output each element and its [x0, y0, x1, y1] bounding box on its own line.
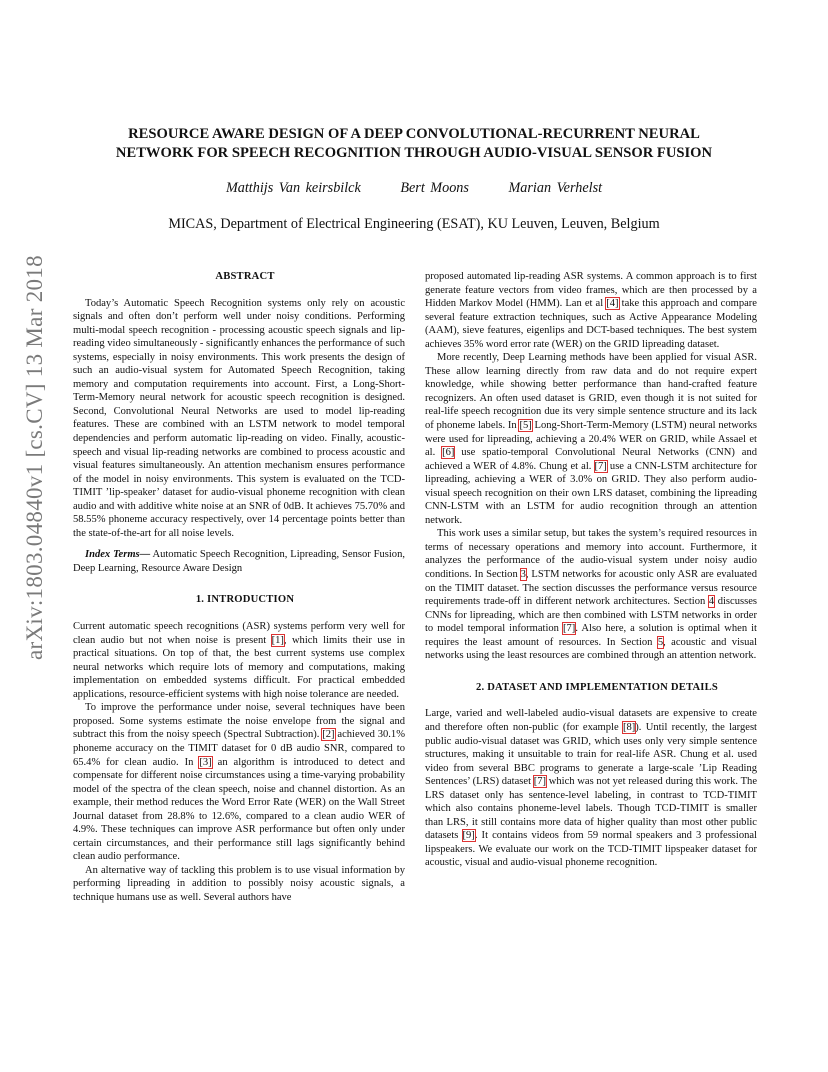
citation-link[interactable]: [9]: [462, 830, 475, 842]
affiliation: MICAS, Department of Electrical Engineering (ESAT), KU Leuven, Leuven, Belgium: [168, 216, 660, 232]
intro-paragraph-2: To improve the performance under noise, several techniques have been proposed. Some systems estimate the noise envelope from the signal and subtract this from the noisy speech (Spectral Subtraction). [2] achieved 30.1% phoneme accuracy on the TIMIT dataset for 0 dB audio SNR, compared to 65.4% for clean audio. In [3] an algorithm is introduced to detect and compensate for different noise circumstances using a time-varying probability model of the spectra of the clean speech, noise and channel distortion. As an example, their method reduces the Word Error Rate (WER) on the Wall Street Journal dataset from 28.8% to 12.6%, compared to a clean audio WER of 4.9%. These techniques can improve ASR performance but often only under certain circumstances, and their performance still lags significantly behind clean audio performance.: [73, 702, 406, 863]
intro-paragraph-3-cont: proposed automated lip-reading ASR systems. A common approach is to first generate feature vectors from video frames, which are then processed by a Hidden Markov Model (HMM). Lan et al [4] take this approach and compare several feature extraction techniques, such as Active Appearance Modeling (AAM), sieve features, eigenlips and DCT-based techniques. The best system achieves 35% word error rate (WER) on the GRID lipreading dataset.: [425, 271, 757, 350]
index-terms: [73, 548, 405, 575]
citation-link[interactable]: [5]: [519, 420, 532, 432]
abstract-heading: ABSTRACT: [215, 271, 275, 282]
citation-link[interactable]: [7]: [533, 776, 547, 788]
dataset-paragraph: Large, varied and well-labeled audio-visual datasets are expensive to create and therefore often non-public (for example [8]). Until recently, the largest public audio-visual dataset was GRID, which uses only very simple sentence structures, making it unsuitable to train for real-life ASR. Chung et al. used video from several BBC programs to generate a large-scale ’Lip Reading Sentences’ (LRS) dataset [7] which was not yet released during this work. The LRS dataset only has sentence-level labeling, in contrast to TCD-TIMIT which also contains phoneme-level labels. Though TCD-TIMIT is smaller than LRS, it still contains more data of higher quality than most other public datasets [9]. It contains videos from 59 normal speakers and 3 professional lipspeakers. We evaluate our work on the TCD-TIMIT lipspeaker dataset for acoustic, visual and audio-visual phoneme recognition.: [425, 708, 758, 869]
section-link[interactable]: 3: [520, 569, 526, 581]
title-line-2: NETWORK FOR SPEECH RECOGNITION THROUGH AUDIO-VISUAL SENSOR FUSION: [115, 145, 713, 161]
author-name: Marian Verhelst: [508, 180, 603, 196]
citation-link[interactable]: [7]: [594, 460, 607, 472]
left-column: [73, 270, 405, 905]
intro-paragraph-1: Current automatic speech recognitions (ASR) systems perform very well for clean audio but not when noise is present [1], which limits their use in practical situations. On top of that, the best current systems use complex neural networks which require lots of memory and computations, making implementation on embedded systems difficult. For practical embedded applications, resource-efficient systems with high noise tolerance are needed.: [73, 621, 406, 700]
index-terms-label: Index Terms—: [85, 549, 151, 561]
paper-title: [60, 125, 768, 163]
abstract-text: Today’s Automatic Speech Recognition systems only rely on acoustic signals and often don’t perform well under noisy conditions. Performing multi-modal speech recognition - processing acoustic speech signals and lip-reading video simultaneously - significantly enhances the performance of such systems, especially in noisy environments. This work presents the design of such an audio-visual system for Automated Speech Recognition, taking memory and computation requirements into account. First, a Long-Short-Term-Memory neural network for acoustic speech recognition is designed. Second, Convolutional Neural Networks are used to model lip-reading features. These are combined with an LSTM network to model temporal dependencies and perform automatic lip-reading on video. Finally, acoustic-speech and visual lip-reading networks are combined to process acoustic and visual features simultaneously. An attention mechanism ensures performance of the model in noisy environments. This system is evaluated on the TCD-TIMIT ’lip-speaker’ dataset for audio-visual phoneme recognition with clean audio and with additive white noise at an SNR of 0dB. It achieves 75.70% and 58.55% phoneme accuracy respectively, over 14 percentage points better than the state-of-the-art for all noise levels.: [73, 297, 405, 539]
intro-paragraph-4: More recently, Deep Learning methods have been applied for visual ASR. These allow learning directly from raw data and do not require expert knowledge, while showing better performance than hand-crafted feature recognizers. An often used dataset is GRID, even though it is not suited for real-life speech recognition due its very simple sentence structure and its lack of phoneme labels. In [5] Long-Short-Term-Memory (LSTM) neural networks were used for lipreading, achieving a 20.4% WER on GRID, while Assael et al. [6] use spatio-temporal Convolutional Neural Networks (CNN) and achieved a WER of 4.8%. Chung et al. [7] use a CNN-LSTM architecture for lipreading, achieving a WER of 3.0% on GRID. They also perform audio-visual speech recognition on their own LRS dataset, combining the lipreading CNN-LSTM with an LSTM for audio recognition through an attention network.: [425, 352, 757, 526]
citation-link[interactable]: [7]: [563, 623, 576, 635]
dataset-section-heading: 2. DATASET AND IMPLEMENTATION DETAILS: [476, 681, 718, 693]
right-column: [425, 270, 757, 870]
author-name: Bert Moons: [400, 180, 469, 196]
author-name: Matthijs Van keirsbilck: [225, 180, 361, 196]
section-link[interactable]: 4: [708, 596, 715, 608]
citation-link[interactable]: [3]: [199, 756, 212, 768]
author-list: [60, 180, 768, 197]
citation-link[interactable]: [6]: [442, 447, 455, 459]
citation-link[interactable]: [8]: [622, 721, 636, 733]
introduction-heading: 1. INTRODUCTION: [195, 594, 295, 606]
citation-link[interactable]: [2]: [322, 729, 335, 741]
intro-paragraph-5: This work uses a similar setup, but takes the system’s required resources in terms of necessary operations and memory into account. Furthermore, it analyzes the performance of the audio-visual system under noisy audio conditions. In Section 3, LSTM networks for acoustic only ASR are evaluated on the TIMIT dataset. The section discusses the performance versus resource requirements trade-off in different network architectures. Section 4 discusses CNNs for lipreading, which are then combined with LSTM networks in order to model temporal information [7]. Also here, a solution is optimal when it requires the least amount of resources. In Section 5, acoustic and visual networks using the least resources are combined through an attention network.: [425, 528, 758, 662]
arxiv-identifier: arXiv:1803.04840v1 [cs.CV] 13 Mar 2018: [22, 255, 47, 660]
citation-link[interactable]: [4]: [606, 298, 619, 310]
title-line-1: RESOURCE AWARE DESIGN OF A DEEP CONVOLUTIONAL-RECURRENT NEURAL: [128, 126, 700, 142]
index-terms-text: Automatic Speech Recognition, Lipreading, Sensor Fusion, Deep Learning, Resource Aware Design: [73, 549, 405, 574]
section-link[interactable]: 5: [657, 636, 664, 648]
intro-paragraph-3: An alternative way of tackling this problem is to use visual information by performing lipreading in addition to possibly noisy acoustic signals, a technique humans use as well. Several authors have: [73, 864, 405, 903]
citation-link[interactable]: [1]: [271, 634, 284, 646]
